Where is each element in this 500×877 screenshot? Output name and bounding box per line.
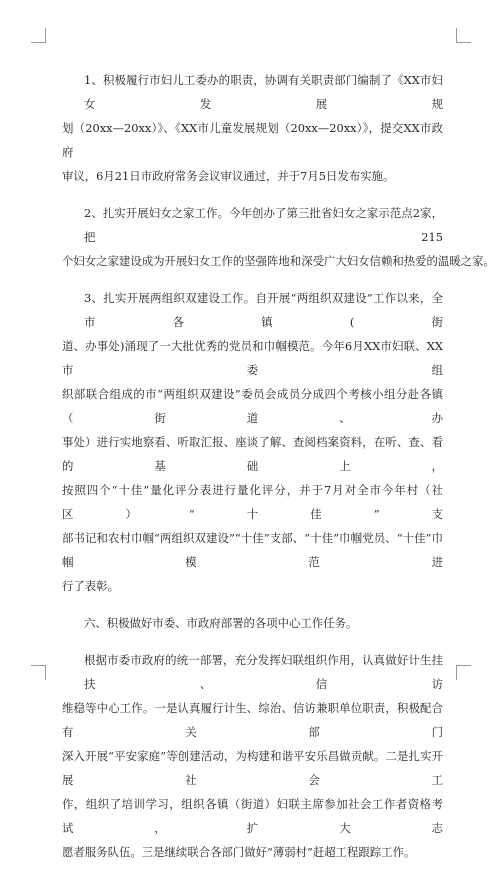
text-line: 划（20xx—20xx）》、《XX市儿童发展规划（20xx—20xx）》，提交XX市政府 [62, 121, 443, 159]
text-line: 1、积极履行市妇儿工委办的职责，协调有关职责部门编制了《XX市妇女发展规 [84, 73, 443, 111]
paragraph-duties [62, 68, 443, 188]
text-line: 部书记和农村巾帼“两组织双建设”“十佳”支部、“十佳”巾帼党员、“十佳”巾帼模范进 [62, 531, 443, 569]
text-line: 3、扎实开展两组织双建设工作。自开展“两组织双建设”工作以来，全市各镇(街 [84, 291, 443, 329]
paragraph-two-organizations [62, 286, 443, 598]
paragraph-central-work [62, 648, 443, 864]
text-line: 个妇女之家建设成为开展妇女工作的坚强阵地和深受广大妇女信赖和热爱的温暖之家。 [62, 254, 495, 268]
text-line: 织部联合组成的市“两组织双建设”委员会成员分成四个考核小组分赴各镇（街道、办 [62, 387, 443, 425]
section-heading-six [62, 611, 443, 635]
text-line: 维稳等中心工作。一是认真履行计生、综治、信访兼职单位职责，积极配合有关部门 [62, 701, 443, 739]
text-line: 六、积极做好市委、市政府部署的各项中心工作任务。 [84, 616, 358, 630]
text-line: 作，组织了培训学习，组织各镇（街道）妇联主席参加社会工作者资格考试，扩大志 [62, 797, 443, 835]
text-line: 根据市委市政府的统一部署，充分发挥妇联组织作用，认真做好计生挂扶、信访 [84, 653, 443, 691]
document-body [62, 68, 495, 877]
crop-mark-top-right [456, 28, 471, 43]
text-line: 2、扎实开展妇女之家工作。今年创办了第三批省妇女之家示范点2家，把215 [84, 206, 443, 244]
paragraph-women-home [62, 201, 495, 273]
text-line: 愿者服务队伍。三是继续联合各部门做好“薄弱村”赶超工程跟踪工作。 [62, 845, 416, 859]
crop-mark-top-left [31, 28, 46, 43]
crop-mark-bottom-left [31, 665, 46, 680]
text-line: 深入开展“平安家庭”等创建活动，为构建和谐平安乐昌做贡献。二是扎实开展社会工 [62, 749, 443, 787]
text-line: 道、办事处)涌现了一大批优秀的党员和巾帼模范。今年6月XX市妇联、XX市委组 [62, 339, 443, 377]
text-line: 按照四个“十佳”量化评分表进行量化评分，并于7月对全市今年村（社区）“十佳”支 [62, 483, 443, 521]
text-line: 行了表彰。 [62, 579, 119, 593]
text-line: 事处）进行实地察看、听取汇报、座谈了解、查阅档案资料，在听、查、看的基础上， [62, 435, 443, 473]
crop-mark-bottom-right [456, 665, 471, 680]
text-line: 审议，6月21日市政府常务会议审议通过，并于7月5日发布实施。 [62, 169, 395, 183]
